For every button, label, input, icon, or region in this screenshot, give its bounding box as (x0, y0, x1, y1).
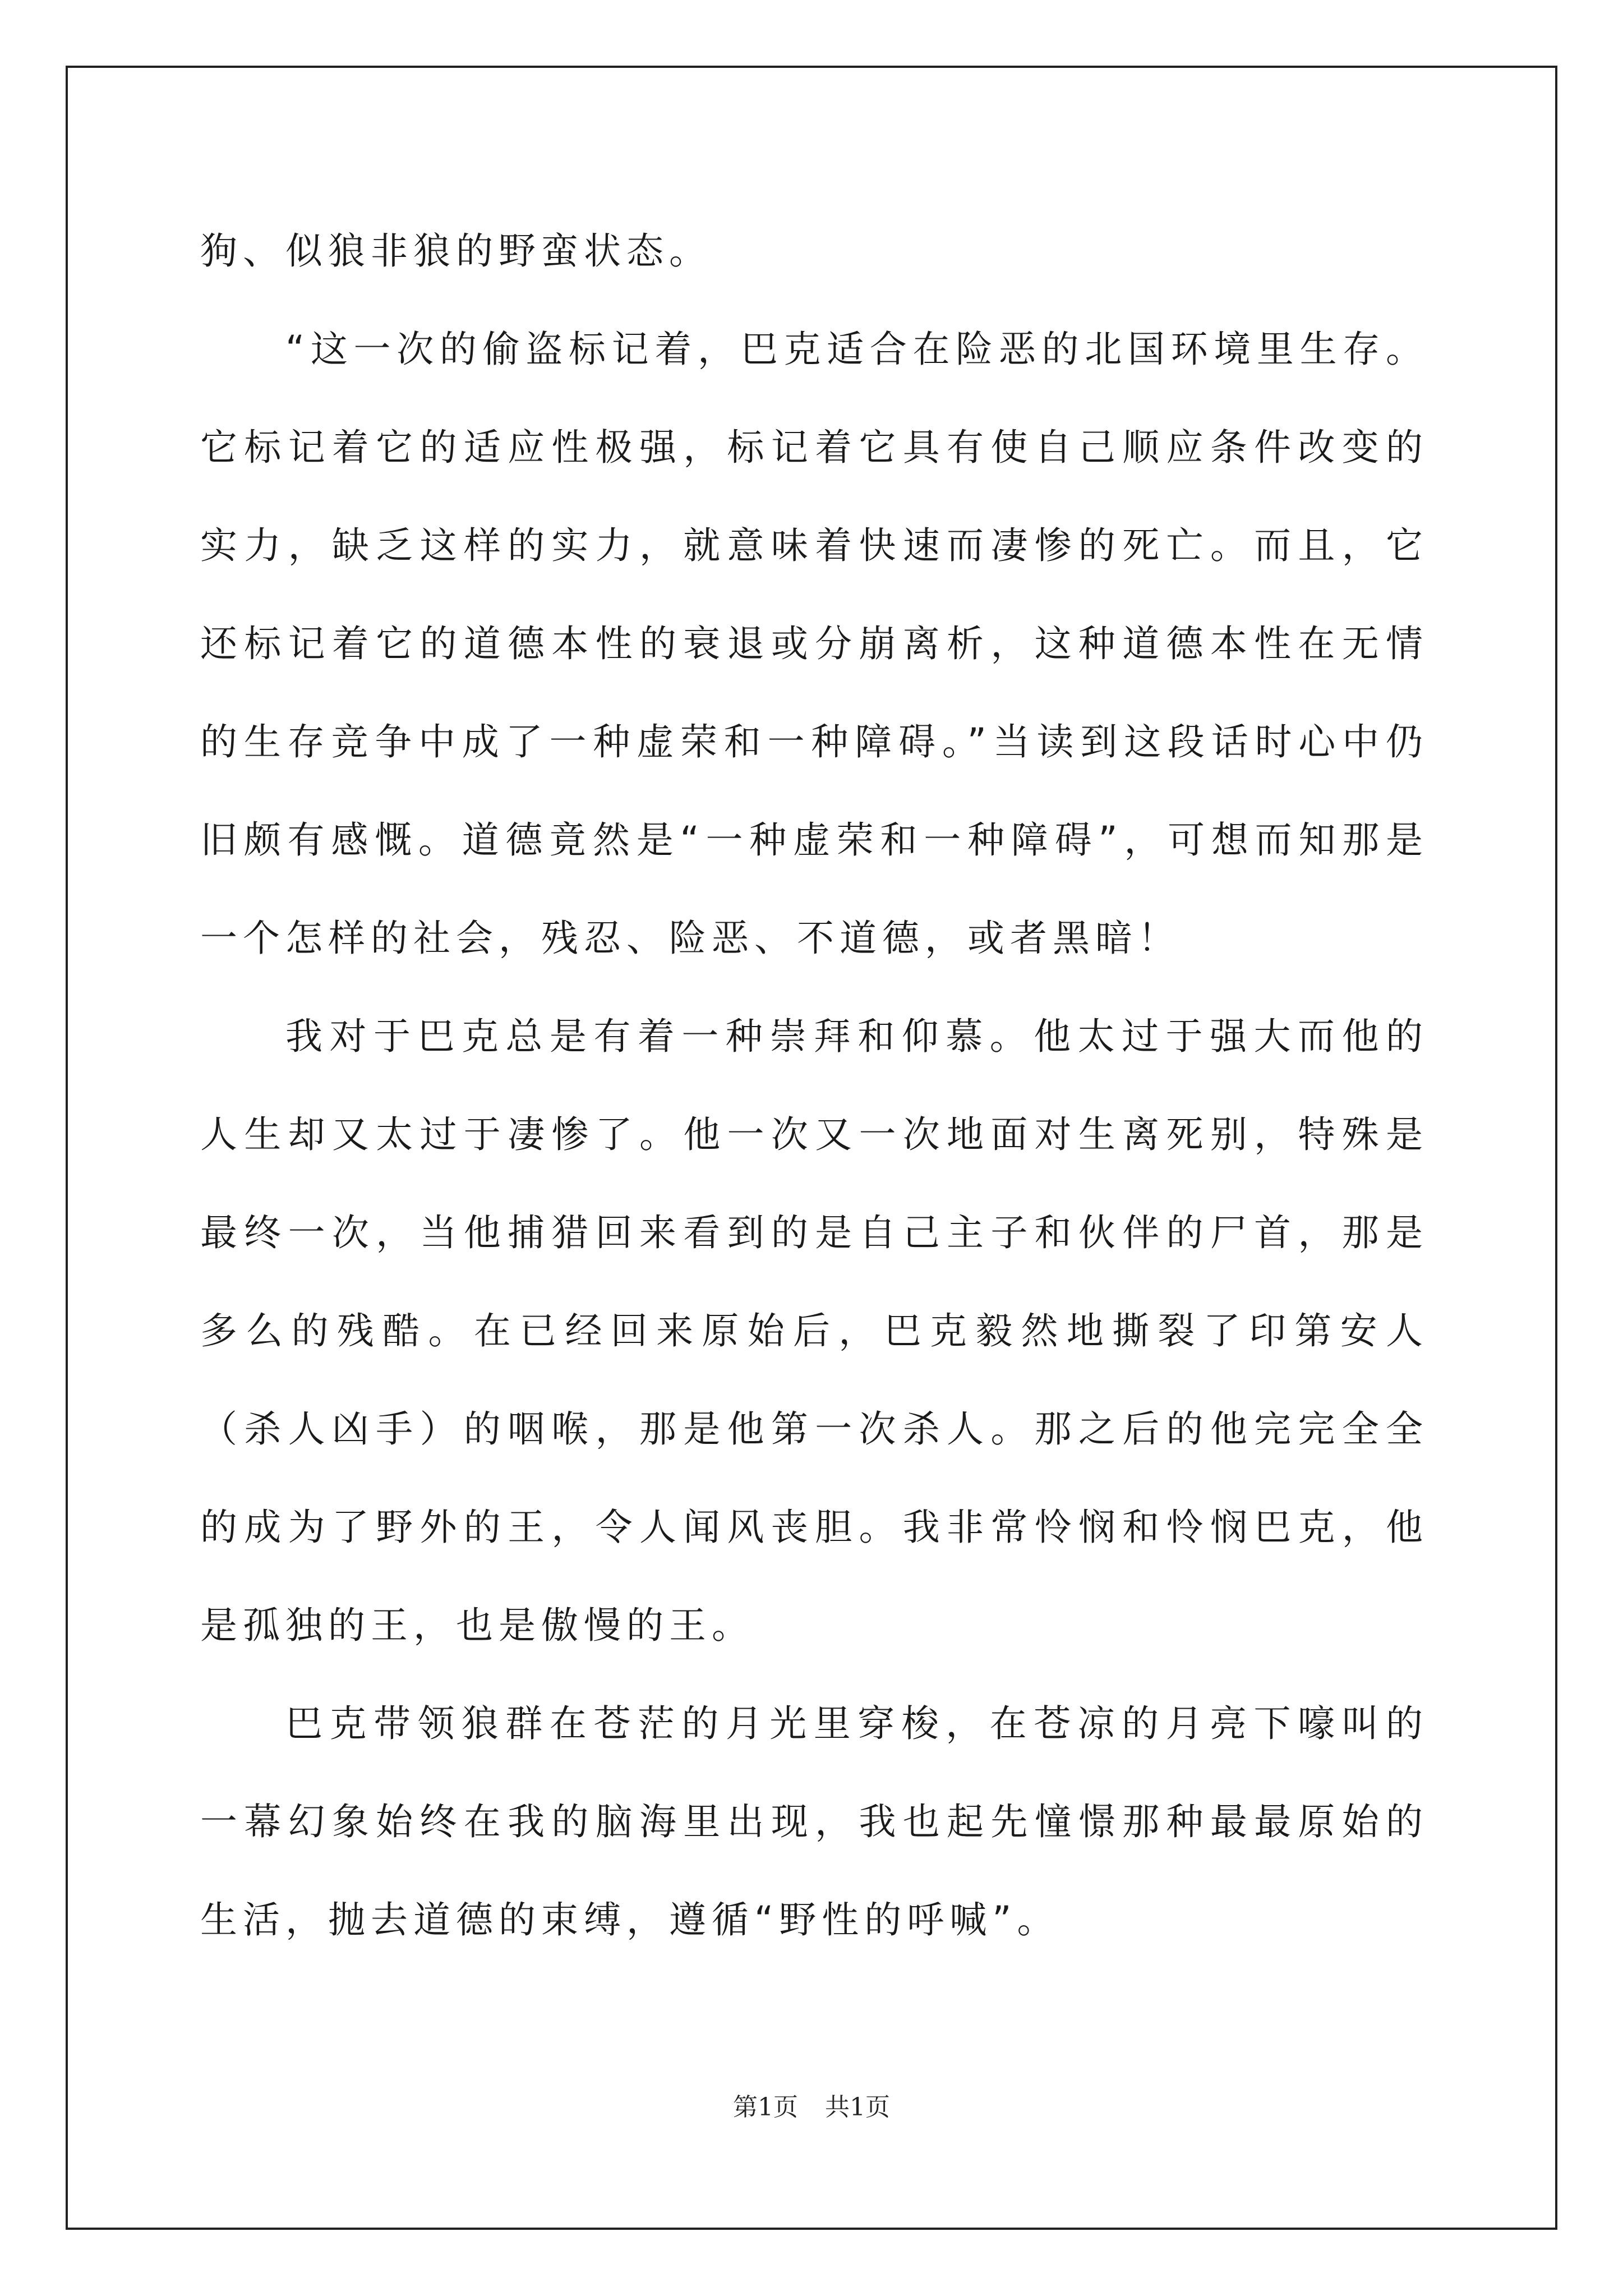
page-number: 第1页 (733, 2093, 798, 2122)
paragraph-2: “这一次的偷盗标记着，巴克适合在险恶的北国环境里生存。它标记着它的适应性极强，标记着它具有使自己顺应条件改变的实力，缺乏这样的实力，就意味着快速而凄惨的死亡。而且，它还标记着它的道德本性的衰退或分崩离析，这种道德本性在无情的生存竞争中成了一种虚荣和一种障碍。”当读到这段话时心中仍旧颇有感慨。道德竟然是“一种虚荣和一种障碍”，可想而知那是一个怎样的社会，残忍、险恶、不道德，或者黑暗！ (200, 328, 1428, 960)
paragraph-4: 巴克带领狼群在苍茫的月光里穿梭，在苍凉的月亮下嚎叫的一幕幻象始终在我的脑海里出现，我也起先憧憬那种最最原始的生活，抛去道德的束缚，遵循“野性的呼喊”。 (200, 1702, 1428, 1941)
page-total: 共1页 (825, 2093, 890, 2122)
document-body (200, 202, 1428, 1969)
paragraph-1: 狗、似狼非狼的野蛮状态。 (200, 229, 712, 273)
page-footer (0, 2087, 1623, 2123)
paragraph-3: 我对于巴克总是有着一种崇拜和仰慕。他太过于强大而他的人生却又太过于凄惨了。他一次又一次地面对生离死别，特殊是最终一次，当他捕猎回来看到的是自己主子和伙伴的尸首，那是多么的残酷。在已经回来原始后，巴克毅然地撕裂了印第安人（杀人凶手）的咽喉，那是他第一次杀人。那之后的他完完全全的成为了野外的王，令人闻风丧胆。我非常怜悯和怜悯巴克，他是孤独的王，也是傲慢的王。 (200, 1015, 1428, 1647)
